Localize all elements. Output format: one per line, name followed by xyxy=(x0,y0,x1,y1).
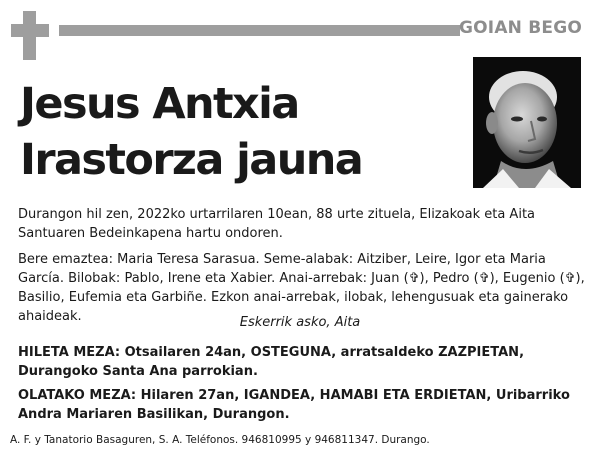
death-notice-paragraph: Durangon hil zen, 2022ko urtarrilaren 10ean, 88 urte zituela, Elizakoak eta Aita Santuaren Bedeinkapena hartu ondoren. xyxy=(18,207,536,241)
deceased-name xyxy=(20,76,362,188)
family-paragraph: Bere emaztea: Maria Teresa Sarasua. Seme-alabak: Aitziber, Leire, Igor eta Maria García. Bilobak: Pablo, Irene eta Xabier. Anai-arrebak: Juan (✞), Pedro (✞), Eugenio (✞), Basilio, Eufemia eta Garbiñe. Ezkon anai-arrebak, ilobak, lehengusuak eta gainerako ahaideak. xyxy=(18,252,585,324)
name-line-1: Jesus Antxia xyxy=(20,79,299,129)
name-line-2: Irastorza jauna xyxy=(20,135,363,185)
funeral-home-footer: A. F. y Tanatorio Basaguren, S. A. Teléfonos. 946810995 y 946811347. Durango. xyxy=(10,434,430,446)
header-divider xyxy=(59,25,460,36)
header-label: GOIAN BEGO xyxy=(458,18,582,38)
anniversary-mass-paragraph: OLATAKO MEZA: Hilaren 27an, IGANDEA, HAMABI ETA ERDIETAN, Uribarriko Andra Mariaren Basilikan, Durangon. xyxy=(18,388,570,422)
cross-icon xyxy=(11,11,49,60)
funeral-mass-paragraph: HILETA MEZA: Otsailaren 24an, OSTEGUNA, arratsaldeko ZAZPIETAN, Durangoko Santa Ana parrokian. xyxy=(18,345,525,379)
thanks-line: Eskerrik asko, Aita xyxy=(239,315,361,330)
portrait-photo xyxy=(473,57,581,188)
